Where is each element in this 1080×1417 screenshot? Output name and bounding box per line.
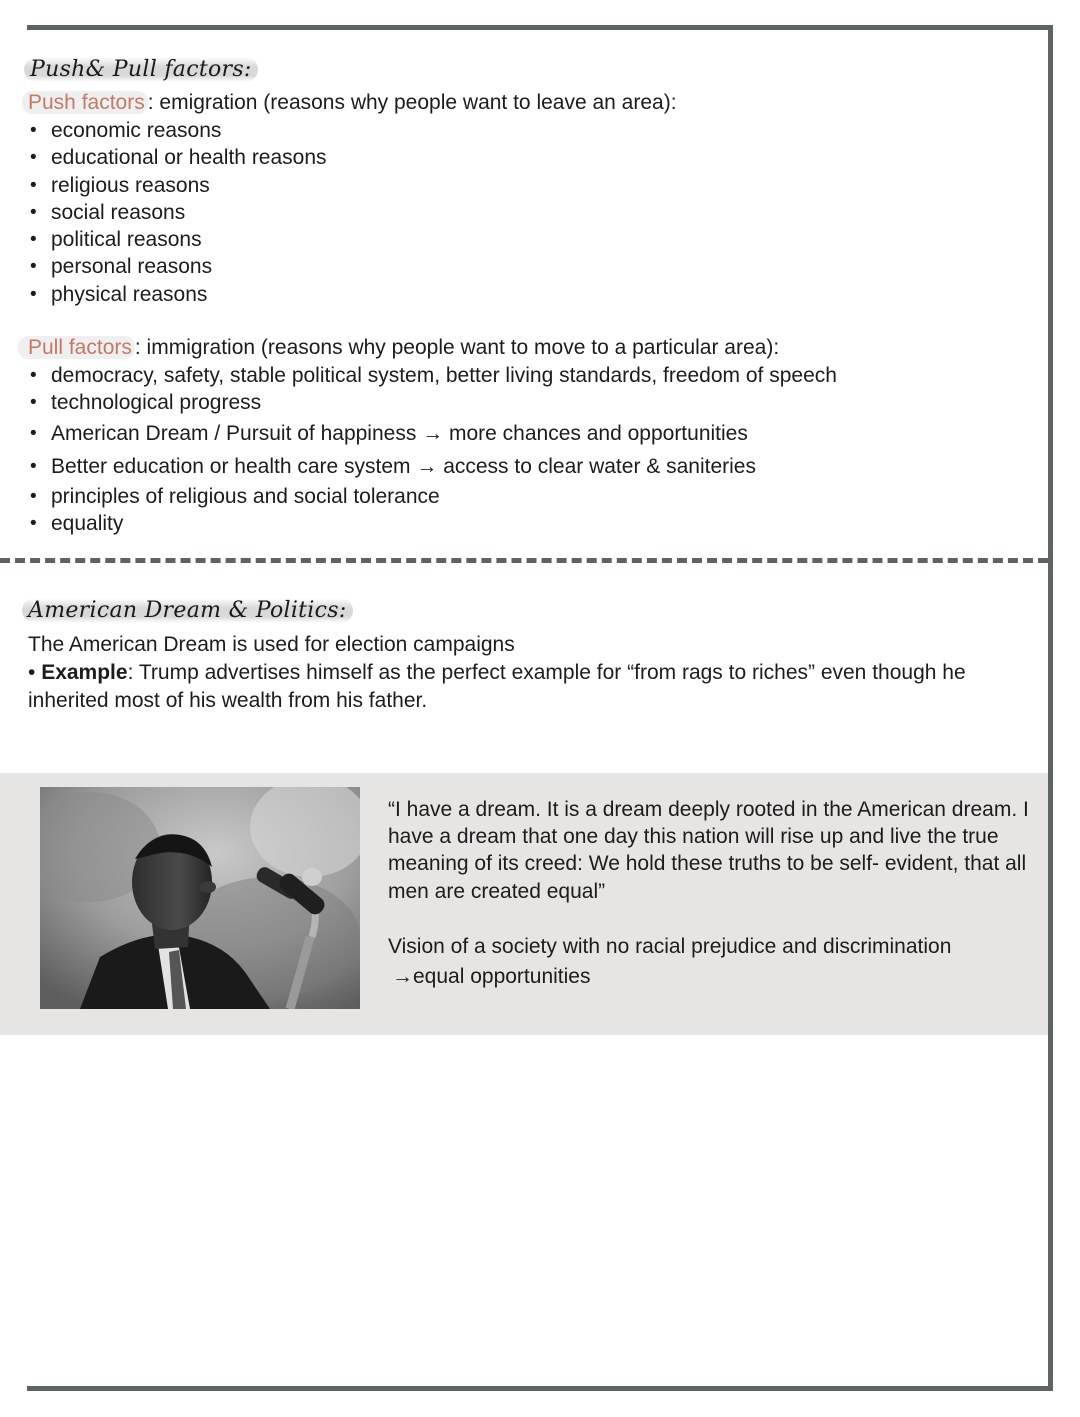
mlk-photo: [40, 787, 360, 1009]
push-factors-line: [22, 90, 677, 116]
list-item: • physical reasons: [28, 281, 327, 308]
equal-opportunities-line: →equal opportunities: [392, 965, 591, 988]
dream-politics-intro: The American Dream is used for election campaigns: [28, 633, 515, 656]
vision-text: [388, 932, 951, 992]
mlk-quote-text: “I have a dream. It is a dream deeply rooted in the American dream. I have a dream that one day this nation will rise up and live the true meaning of its creed: We hold these truths to be self- evident, that all men are created equal”: [388, 798, 1029, 903]
example-bullet: •: [28, 661, 42, 684]
list-item: • religious reasons: [28, 172, 327, 199]
pull-factors-line: [18, 335, 779, 361]
list-item: • economic reasons: [28, 117, 327, 144]
pull-factors-description: : immigration (reasons why people want to move to a particular area):: [134, 336, 780, 359]
list-item: • American Dream / Pursuit of happiness → more chances and opportunities: [28, 420, 837, 447]
list-item: • equality: [28, 510, 837, 537]
trump-example-paragraph: [28, 659, 1028, 714]
mlk-quote: [388, 796, 1038, 905]
list-item: • Better education or health care system → access to clear water & saniteries: [28, 453, 837, 480]
list-item: • technological progress: [28, 389, 837, 416]
section-divider: [0, 558, 1048, 563]
example-text: : Trump advertises himself as the perfect example for “from rags to riches” even though he inherited most of his wealth from his father.: [28, 661, 966, 712]
frame-right-border: [1048, 25, 1053, 1391]
list-item: • political reasons: [28, 226, 327, 253]
list-item: • social reasons: [28, 199, 327, 226]
pull-factors-label: Pull factors: [18, 336, 135, 359]
frame-bottom-border: [27, 1386, 1053, 1391]
pull-factors-list: [28, 362, 837, 538]
dream-politics-heading: American Dream & Politics:: [22, 598, 353, 623]
speaker-portrait-image: [40, 787, 360, 1009]
list-item: • democracy, safety, stable political system, better living standards, freedom of speech: [28, 362, 837, 389]
example-label: Example: [41, 661, 128, 684]
push-factors-label: Push factors: [22, 91, 148, 114]
frame-top-border: [27, 25, 1053, 30]
push-factors-description: : emigration (reasons why people want to leave an area):: [147, 91, 677, 114]
vision-line: Vision of a society with no racial prejudice and discrimination: [388, 935, 952, 958]
push-factors-list: [28, 117, 327, 308]
list-item: • personal reasons: [28, 253, 327, 280]
list-item: • educational or health reasons: [28, 144, 327, 171]
push-pull-heading: Push& Pull factors:: [24, 57, 258, 82]
list-item: • principles of religious and social tolerance: [28, 483, 837, 510]
